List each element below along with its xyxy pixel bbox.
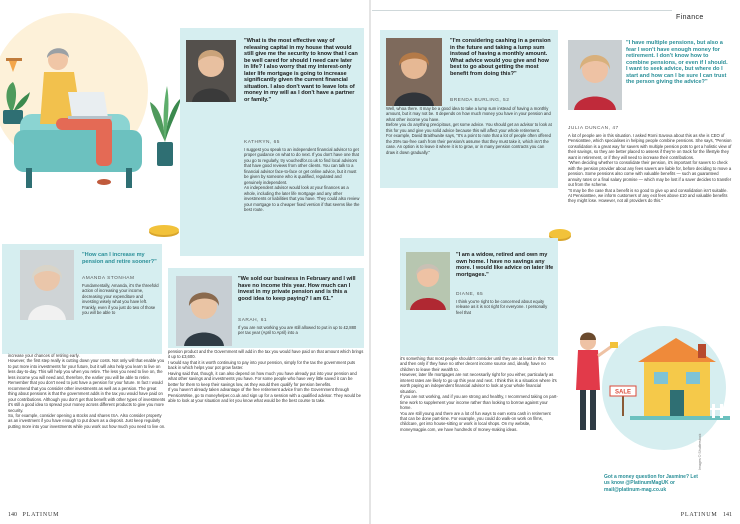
sarah-article-panel	[168, 268, 364, 348]
diane-answer-intro: I think you're right to be concerned about equity release as it is not right for everyone. I personally feel that	[456, 299, 548, 315]
amanda-name: AMANDA STONHAM	[82, 276, 135, 281]
sarah-answer-intro: If you are not working you are still allowed to put in up to £2,880 per tax year (April to April) into a	[238, 325, 357, 336]
amanda-photo	[20, 250, 74, 320]
house-sale-illustration	[560, 316, 736, 456]
diane-question: "I am a widow, retired and own my own home. I have no savings any more. I would like advice on later life mortgages."	[456, 252, 554, 278]
kathryn-photo	[186, 40, 236, 102]
right-page-footer	[681, 512, 732, 518]
amanda-answer: increase your chances of retiring early. However, the first step really is cutting down your costs. Not only will that enable you to put more into investments for your future, but it will also help you learn to live on less day-to-day. This will help you when you retire. The less you need to live on, the less income you will need and, therefore, the earlier you will be able to retire. Remember that you don't need to just have a pension for your future. In fact I would recommend that you consider other investments as well as a pension. The great thing about pensions is that the government adds in the tax you would have paid on your contributions. Although you don't get that benefit with other types of investments it's still a good idea to spread your money across different products to give you more security. So, for example, consider opening a stocks and shares ISA. Also consider property as an investment if you have enough to put down as a deposit. Just keep regularly putting more into your investments while you work out how much you need to live on.	[8, 353, 166, 429]
sarah-question: "We sold our business in February and I will have no income this year. How much can I invest in my private pension and is this a good idea to keep paying? I am 61."	[238, 276, 356, 302]
diane-name: DIANE, 65	[456, 292, 484, 297]
left-page-number: 140	[8, 512, 17, 518]
brenda-name: BRENDA BURLING, 52	[450, 98, 510, 103]
reader-question-cta: Got a money question for Jasmine? Let us know @PlatinumMagUK or mail@platinum-mag.co.uk	[604, 474, 698, 493]
header-rule	[372, 10, 672, 11]
right-brand: PLATINUM	[680, 512, 718, 518]
julia-answer: A lot of people are in this situation. I asked Romi Savova about this as she is CEO of PensionBee, which specialises in helping people combine pensions. She says, "Pension consolidation is a great way for savers with multiple pension pots to get a holistic view of their savings, so they are better placed to assess if they're on track for the lifestyle they want in retirement, or if they will need to increase their contributions. "When deciding whether to consolidate their pension, it's important for savers to check with the pension provider about any fees savers are liable for, before deciding to move a pension. Some pensions also come with valuable benefits — such as guaranteed annuity rates or a final salary promise — which may be lost if a saver decides to transfer out from the scheme. "It may be the case that a benefit is so good to give up and consolidation isn't suitable. At PensionBee, we inform customers of any exit fees above £10 and valuable benefits they might lose. However, not all providers do this."	[568, 133, 732, 204]
page-gutter	[369, 0, 371, 524]
kathryn-question: "What is the most effective way of releasing capital in my house that would still give me the security to know that I can be well cared for should I need care later in life? I also worry that my interest-only later life mortgage is going to increase significantly given the current financial situation. I also don't want to leave lots of money in my will as I don't have a partner or family."	[244, 38, 358, 103]
image-credit: Images © Shutterstock	[698, 433, 702, 470]
diane-article-panel	[400, 238, 558, 356]
right-page-number: 141	[723, 512, 732, 518]
potted-plant-illustration	[148, 82, 182, 168]
diane-photo	[406, 252, 450, 310]
sarah-answer: pension product and the Government will add in the tax you would have paid on that amount which brings it up to £3,600. I would say that it is worth continuing to pay into your pension, simply for the tax the government puts back in which helps your pot grow faster. Having said that, though, it can also depend on how much you have already put into your pension and what other savings and investments you have. For some people who have very little saved it can be better for them to keep their savings low, as they would then qualify for pension benefits. If you haven't already taken advantage of the free retirement advice from the Government through PensionWise, go to moneyhelper.co.uk and sign up for a session with a qualified advisor. They would be able to look at your situation and let you know what would be the best course to take.	[168, 349, 364, 404]
kathryn-answer: I suggest you speak to an independent financial advisor to get proper guidance on what to do next. If you don't have one that you go to regularly, try vouchedfor.co.uk to find local advisors that have good reviews from other clients. You can talk to a financial advisor face-to-face or get online advice, but it must be given by someone who is qualified, regulated and genuinely independent. An independent advisor would look at your finances as a whole, including the later life mortgage and any other investments or liabilities that you have. They could also review your mortgage to a cheaper fixed version if that seems like the best route.	[244, 147, 360, 212]
amanda-article-panel	[2, 244, 162, 354]
julia-question: "I have multiple pensions, but also a fear I won't have enough money for retirement. I don't know how to combine pensions, or even if I should. I want to seek advice, but where do I start and how can I be sure I can trust the person giving the advice?"	[626, 40, 728, 86]
left-page-footer	[8, 512, 59, 518]
kathryn-name: KATHRYN, 65	[244, 140, 280, 145]
left-brand: PLATINUM	[22, 512, 60, 518]
julia-photo	[568, 40, 622, 110]
brenda-photo	[386, 38, 442, 106]
brenda-answer: Well, whoa there. It may be a good idea to take a lump sum instead of having a monthly amount, but it may not be. It depends on how much money you have in your pension and what other income you have. Before you do anything precipitous, get some advice. You should get an advisor to look at this for you and give you solid advice because this will affect your whole retirement. For example, David Braithwaite says, "It's a point to note that a lot of people often offered the 25% tax-free cash from their pension/s assume that they must take it, which isn't the case. An option is to leave it where it is to grow, or in many pension contracts you can draw it down gradually."	[386, 106, 552, 155]
brenda-question: "I'm considering cashing in a pension in the future and taking a lump sum instead of having a monthly amount. What advice would you give and how best to go about getting the most benefit from doing this?"	[450, 38, 551, 77]
section-header: Finance	[676, 14, 704, 21]
julia-name: JULIA DUNCAN, 47	[568, 126, 619, 131]
sarah-photo	[176, 276, 232, 346]
kathryn-article-panel	[180, 28, 364, 256]
amanda-question: "How can I increase my pension and retire sooner?"	[82, 252, 157, 265]
sale-sign-text: SALE	[614, 389, 632, 396]
amanda-answer-intro: Fundamentally, Amanda, it's the threefold action of increasing your income, decreasing your expenditure and investing wisely what you have left. Frankly, even if you just do two of those you will be able to	[82, 283, 159, 316]
sarah-name: SARAH, 61	[238, 318, 268, 323]
diane-answer: it's something that most people shouldn't consider until they are at least in their 70s and then only if they have no other decent income source and, ideally, have no children to leave their wealth to. However, later life mortgages are not necessarily right for you either, particularly as interest rates are likely to go up this year and next. I think this is a situation where it's worth paying an independent financial advisor to look at your whole financial situation. If you are not working, and if you are strong and healthy, I recommend taking on part-time work to supplement your income rather than looking to borrow against your home. You are still young and there are a lot of fun ways to earn extra cash in retirement that can be done part-time. For example, you could do walk-on work on films, childcare, get into house-sitting or work in local shops. On my website, moneymagpie.com, we have hundreds of money-making ideas.	[400, 356, 558, 432]
gold-coin-icon	[148, 224, 180, 238]
brenda-article-panel	[380, 30, 558, 155]
